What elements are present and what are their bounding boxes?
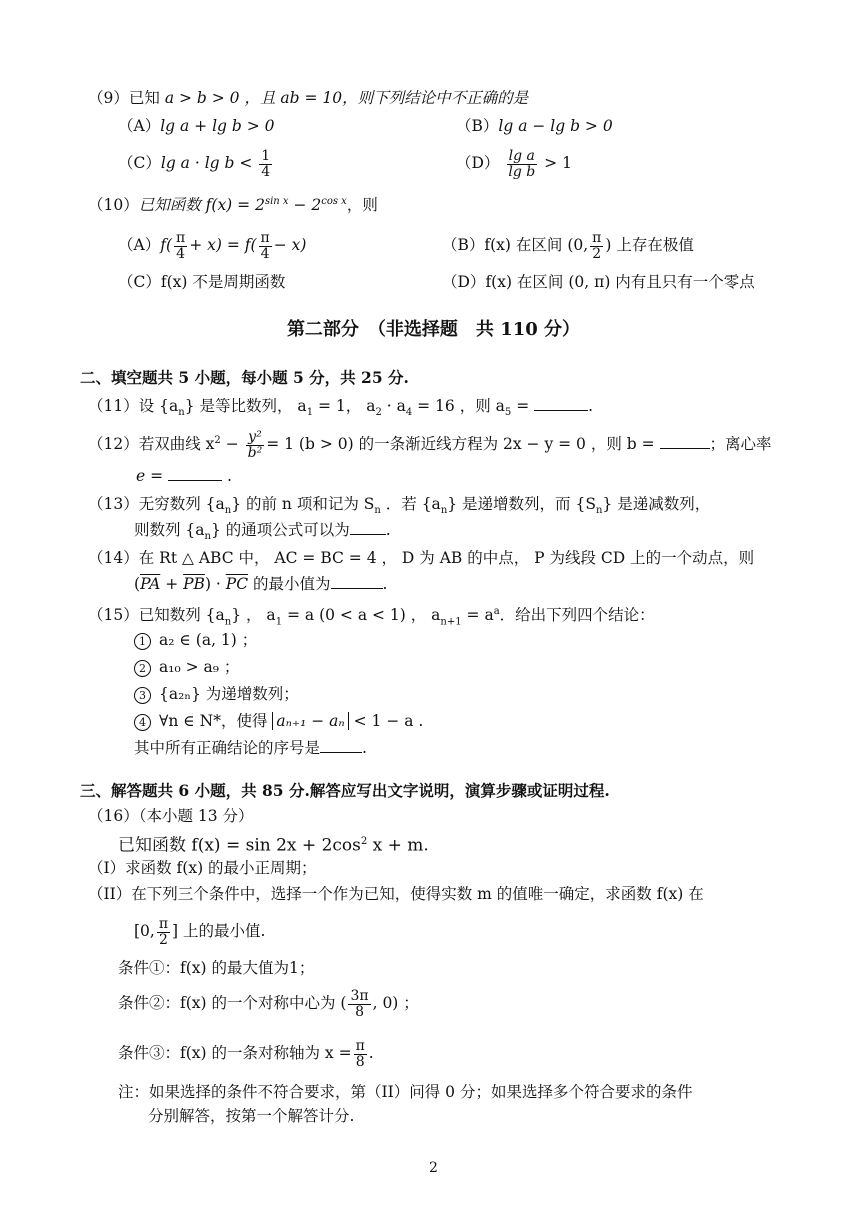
- circled-number-icon: 4: [134, 714, 151, 731]
- q16-header: （16）（本小题 13 分）: [88, 807, 254, 825]
- q16-note-line1: 注：如果选择的条件不符合要求，第（II）问得 0 分；如果选择多个符合要求的条件: [118, 1083, 693, 1101]
- q13-line1: （13）无穷数列 $\{a_n\}$ 的前 n 项和记为 $S_n$ ．若 $\{a_n\}$ 是递增数列，而 $\{S_n\}$ 是递减数列，: [88, 495, 711, 517]
- q15-conclusion-3: 3 {a₂ₙ} 为递增数列；: [134, 684, 299, 704]
- section3-title: 三、解答题共 6 小题，共 85 分.解答应写出文字说明，演算步骤或证明过程.: [80, 781, 610, 800]
- fraction: $\frac{\pi}{4}$: [260, 229, 270, 262]
- q14-line2: $(\overline{PA} + \overline{PB}) \cdot \overline{PC}$ 的最小值为 .: [134, 575, 388, 593]
- q16-condition-3: 条件③：f(x) 的一条对称轴为 x = $\frac{\pi}{8}$ .: [118, 1037, 374, 1070]
- answer-blank: [660, 434, 710, 449]
- answer-blank: [320, 738, 362, 753]
- q9-option-b: （B）lg a − lg b > 0: [456, 117, 613, 135]
- answer-blank: [534, 396, 588, 411]
- q15-conclusion-4: 4 ∀n ∈ N*，使得 aₙ₊₁ − aₙ < 1 − a .: [134, 711, 423, 731]
- fraction: $\frac{\text{lg a}}{\text{lg b}}$: [508, 147, 536, 180]
- q15-conclusion-1: 1 a₂ ∈ (a, 1) ；: [134, 630, 257, 650]
- q10-stem: （10）已知函数 $f(x) = 2^{sin x} - 2^{cos x}$，则: [88, 196, 378, 215]
- q9-option-c: （C）lg a · lg b < $\frac{1}{4}$: [118, 147, 271, 180]
- fraction: $\frac{\pi}{2}$: [158, 915, 169, 948]
- q10-option-b: （B）f(x) 在区间 (0, $\frac{\pi}{2}$ ) 上存在极值: [442, 229, 694, 262]
- q12-line2: e = .: [136, 467, 232, 485]
- q10-option-a: （A）f( $\frac{\pi}{4}$ + x) = f( $\frac{\pi}{4}$ − x): [118, 229, 307, 262]
- answer-blank: [350, 520, 386, 535]
- q15-stem: （15）已知数列 $\{a_n\}$ ， $a_1 = a$ (0 < a < 1) ， $a_{n+1} = a^a$．给出下列四个结论：: [88, 606, 655, 628]
- q16-given: 已知函数 $f(x) = \sin 2x + 2\cos^2$ x + m.: [118, 835, 429, 856]
- q16-condition-1: 条件①：f(x) 的最大值为1；: [118, 959, 315, 977]
- fraction: $\frac{\text{y²}}{\text{b²}}$: [247, 428, 263, 461]
- q15-conclusion-2: 2 a₁₀ > a₉ ；: [134, 657, 239, 677]
- q14-line1: （14）在 Rt △ ABC 中， AC = BC = 4 ， D 为 AB 的中点， P 为线段 CD 上的一个动点，则: [88, 549, 755, 567]
- q13-line2: 则数列 $\{a_n\}$ 的通项公式可以为 .: [134, 521, 391, 543]
- section2-title: 二、填空题共 5 小题，每小题 5 分，共 25 分.: [80, 368, 409, 387]
- q10-option-c: （C）f(x) 不是周期函数: [118, 273, 286, 291]
- fraction: $\frac{\pi}{8}$: [355, 1037, 365, 1070]
- q10-option-d: （D）f(x) 在区间 (0, π) 内有且只有一个零点: [442, 273, 755, 291]
- circled-number-icon: 1: [134, 633, 151, 650]
- q15-ask: 其中所有正确结论的序号是 .: [134, 739, 367, 757]
- q11: （11）设 $\{a_n\}$ 是等比数列， $a_1 = 1$， $a_2 \cdot a_4 = 16$ ，则 $a_5$ = .: [88, 397, 594, 419]
- q16-part1: （I）求函数 f(x) 的最小正周期；: [88, 859, 317, 877]
- q9-option-a: （A）lg a + lg b > 0: [118, 117, 275, 135]
- q9-option-d: （D） $\frac{\text{lg a}}{\text{lg b}}$ > 1: [456, 147, 572, 180]
- answer-blank: [168, 466, 222, 481]
- page-number: 2: [429, 1160, 438, 1176]
- fraction: $\frac{\pi}{2}$: [592, 229, 602, 262]
- fraction: $\frac{\pi}{4}$: [176, 229, 186, 262]
- fraction: $\frac{3\pi}{8}$: [350, 987, 369, 1020]
- circled-number-icon: 3: [134, 687, 151, 704]
- q12-line1: （12）若双曲线 $x^2$ − $\frac{\text{y²}}{\text{b²}}$ = 1 (b > 0) 的一条渐近线方程为 2x − y = 0 ，则 b = ；离心率: [88, 428, 772, 461]
- q16-part2: （II）在下列三个条件中，选择一个作为已知，使得实数 m 的值唯一确定，求函数 f(x) 在: [88, 885, 704, 903]
- circled-number-icon: 2: [134, 660, 151, 677]
- q9-stem: （9）已知 a > b > 0 ，且 ab = 10，则下列结论中不正确的是: [88, 89, 529, 107]
- q16-condition-2: 条件②：f(x) 的一个对称中心为 ( $\frac{3\pi}{8}$ , 0) ；: [118, 987, 419, 1020]
- q16-part2-cont: [0, $\frac{\pi}{2}$ ] 上的最小值.: [134, 915, 266, 948]
- answer-blank: [331, 574, 383, 589]
- part2-title: 第二部分 （非选择题 共 110 分）: [286, 319, 581, 340]
- fraction: $\frac{1}{4}$: [261, 147, 271, 180]
- q16-note-line2: 分别解答，按第一个解答计分.: [148, 1107, 355, 1125]
